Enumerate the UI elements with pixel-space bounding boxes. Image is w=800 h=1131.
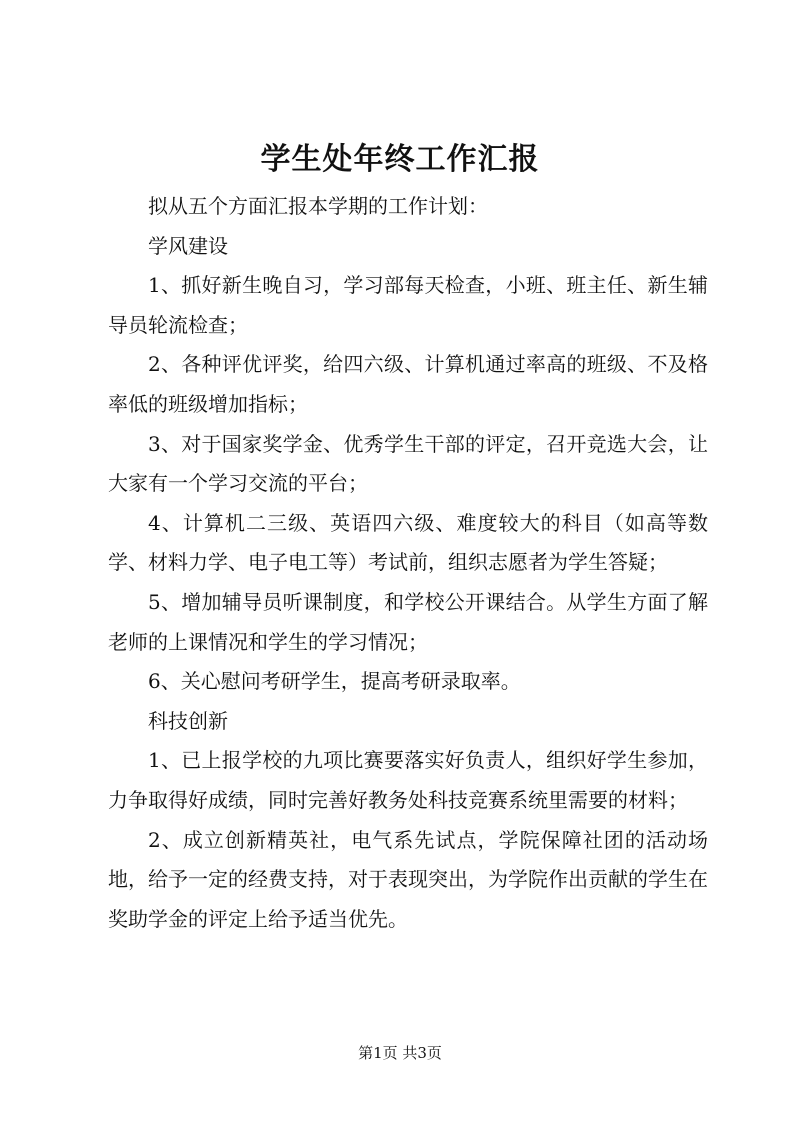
section-heading-tech-innovation: 科技创新 (148, 708, 228, 733)
tech-item-1: 1、已上报学校的九项比赛要落实好负责人，组织好学生参加，力争取得好成绩，同时完善好教务处科技竞赛系统里需要的材料； (108, 748, 708, 812)
study-item-5: 5、增加辅导员听课制度，和学校公开课结合。从学生方面了解老师的上课情况和学生的学习情况； (108, 589, 708, 654)
study-item-2: 2、各种评优评奖，给四六级、计算机通过率高的班级、不及格率低的班级增加指标； (108, 352, 708, 416)
page-number-footer: 第1页 共3页 (358, 1044, 442, 1062)
study-item-6: 6、关心慰问考研学生，提高考研录取率。 (148, 669, 521, 694)
document-body (108, 187, 708, 939)
intro-paragraph: 拟从五个方面汇报本学期的工作计划： (148, 194, 488, 218)
study-item-4: 4、计算机二三级、英语四六级、难度较大的科目（如高等数学、材料力学、电子电工等）考试前，组织志愿者为学生答疑； (108, 510, 708, 575)
section-heading-study-style: 学风建设 (148, 233, 228, 258)
page-title: 学生处年终工作汇报 (260, 142, 540, 177)
study-item-1: 1、抓好新生晚自习，学习部每天检查，小班、班主任、新生辅导员轮流检查； (108, 273, 708, 337)
tech-item-2: 2、成立创新精英社，电气系先试点，学院保障社团的活动场地，给予一定的经费支持，对于表现突出，为学院作出贡献的学生在奖助学金的评定上给予适当优先。 (108, 827, 708, 931)
study-item-3: 3、对于国家奖学金、优秀学生干部的评定，召开竞选大会，让大家有一个学习交流的平台； (108, 431, 708, 496)
